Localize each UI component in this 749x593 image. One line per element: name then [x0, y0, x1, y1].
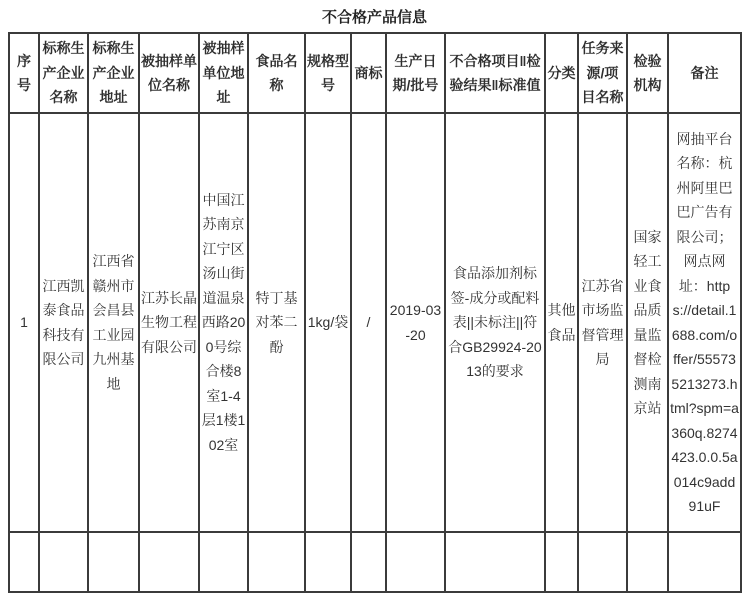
column-header-sampled-unit-address: 被抽样单位地址	[199, 33, 248, 113]
cell-failed-item	[445, 532, 545, 592]
cell-food-name: 特丁基对苯二酚	[248, 113, 305, 532]
column-header-sampled-unit-name: 被抽样单位名称	[139, 33, 199, 113]
cell-category	[545, 532, 578, 592]
nonconforming-products-table	[8, 32, 742, 593]
table-row	[9, 532, 741, 592]
cell-remark	[668, 532, 741, 592]
cell-remark: 网抽平台名称：杭州阿里巴巴广告有限公司；网点网址：https://detail.1688.com/offer/555735213273.html?spm=a360q.8274423.0.0.5a014c9add91uF	[668, 113, 741, 532]
column-header-producer-address: 标称生产企业地址	[88, 33, 139, 113]
cell-producer-address	[88, 532, 139, 592]
column-header-production-date: 生产日期/批号	[386, 33, 445, 113]
cell-food-name	[248, 532, 305, 592]
cell-production-date: 2019-03-20	[386, 113, 445, 532]
cell-inspection-agency	[627, 532, 668, 592]
cell-sampled-unit-name: 江苏长晶生物工程有限公司	[139, 113, 199, 532]
column-header-food-name: 食品名称	[248, 33, 305, 113]
cell-task-source	[578, 532, 627, 592]
cell-trademark	[351, 532, 386, 592]
cell-task-source: 江苏省市场监督管理局	[578, 113, 627, 532]
cell-index: 1	[9, 113, 39, 532]
cell-category: 其他食品	[545, 113, 578, 532]
cell-spec-model: 1kg/袋	[305, 113, 351, 532]
cell-producer-name	[39, 532, 88, 592]
cell-inspection-agency: 国家轻工业食品质量监督检测南京站	[627, 113, 668, 532]
column-header-task-source: 任务来源/项目名称	[578, 33, 627, 113]
column-header-remark: 备注	[668, 33, 741, 113]
cell-sampled-unit-name	[139, 532, 199, 592]
column-header-failed-item: 不合格项目‖检验结果‖标准值	[445, 33, 545, 113]
column-header-category: 分类	[545, 33, 578, 113]
cell-spec-model	[305, 532, 351, 592]
column-header-spec-model: 规格型号	[305, 33, 351, 113]
cell-producer-address: 江西省赣州市会昌县工业园九州基地	[88, 113, 139, 532]
column-header-index: 序号	[9, 33, 39, 113]
cell-trademark: /	[351, 113, 386, 532]
page-title: 不合格产品信息	[321, 9, 427, 26]
cell-sampled-unit-address	[199, 532, 248, 592]
cell-index	[9, 532, 39, 592]
column-header-producer-name: 标称生产企业名称	[39, 33, 88, 113]
column-header-trademark: 商标	[351, 33, 386, 113]
table-header-row	[9, 33, 741, 113]
table-row	[9, 113, 741, 532]
cell-failed-item: 食品添加剂标签-成分或配料表||未标注||符合GB29924-2013的要求	[445, 113, 545, 532]
cell-production-date	[386, 532, 445, 592]
column-header-inspection-agency: 检验机构	[627, 33, 668, 113]
cell-sampled-unit-address: 中国江苏南京江宁区汤山街道温泉西路200号综合楼8室1-4层1楼102室	[199, 113, 248, 532]
cell-producer-name: 江西凯泰食品科技有限公司	[39, 113, 88, 532]
